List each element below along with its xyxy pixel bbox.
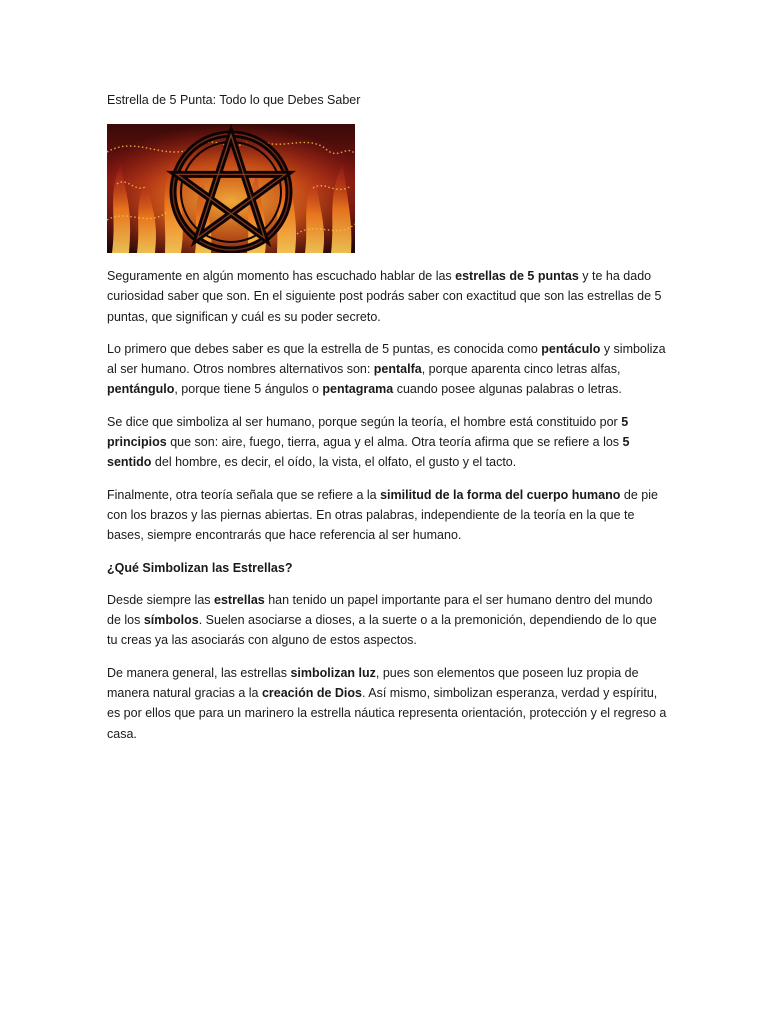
bold-term: estrellas (214, 592, 265, 607)
text-run: que son: aire, fuego, tierra, agua y el alma. Otra teoría afirma que se refiere a los (166, 435, 623, 450)
pentagram-flames-image (107, 124, 355, 253)
bold-term: pentalfa (373, 362, 422, 377)
bold-term: símbolos (143, 613, 199, 628)
section-heading: ¿Qué Simbolizan las Estrellas? (107, 560, 293, 575)
paragraph (107, 485, 667, 546)
text-run: , porque aparenta cinco letras alfas, (421, 362, 621, 377)
text-run: Lo primero que debes saber es que la estrella de 5 puntas, es conocida como (107, 341, 542, 356)
text-run: , porque tiene 5 ángulos o (174, 382, 323, 397)
text-run: y simboliza al ser humano. Otros nombres alternativos son: (107, 341, 666, 377)
text-run: del hombre, es decir, el oído, la vista, el olfato, el gusto y el tacto. (151, 455, 517, 470)
bold-term: 5 principios (107, 414, 629, 450)
bold-term: pentagrama (322, 382, 394, 397)
text-run: cuando posee algunas palabras o letras. (393, 382, 622, 397)
text-run: . Así mismo, simbolizan esperanza, verdad y espíritu, es por ellos que para un marinero la estrella náutica representa orientación, protección y el regreso a casa. (107, 686, 667, 741)
pentagram-image-graphic (107, 124, 355, 253)
text-run: han tenido un papel importante para el ser humano dentro del mundo de los (107, 592, 653, 628)
bold-term: 5 sentido (107, 435, 630, 470)
text-run: de pie con los brazos y las piernas abiertas. En otras palabras, independiente de la teoría en la que te bases, siempre encontrarás que hace referencia al ser humano. (107, 487, 658, 543)
bold-term: estrellas de 5 puntas (455, 269, 579, 283)
paragraph (107, 266, 667, 327)
paragraph (107, 412, 667, 473)
text-run: , pues son elementos que poseen luz propia de manera natural gracias a la (107, 665, 639, 701)
intro-paragraphs (107, 266, 667, 546)
text-run: De manera general, las estrellas (107, 665, 291, 680)
section-paragraphs (107, 590, 667, 744)
bold-term: pentáculo (541, 341, 601, 356)
text-run: Finalmente, otra teoría señala que se refiere a la (107, 487, 381, 502)
text-run: Desde siempre las (107, 592, 214, 607)
bold-term: creación de Dios (261, 686, 362, 701)
bold-term: similitud de la forma del cuerpo humano (380, 487, 621, 502)
text-run: . Suelen asociarse a dioses, a la suerte o a la premonición, dependiendo de lo que tu creas ya las asociarás con alguno de estos aspectos. (107, 613, 657, 648)
text-run: Seguramente en algún momento has escuchado hablar de las (107, 269, 456, 283)
document-title: Estrella de 5 Punta: Todo lo que Debes Saber (107, 93, 361, 107)
text-run: y te ha dado curiosidad saber que son. En el siguiente post podrás saber con exactitud que son las estrellas de 5 puntas, que significan y cuál es su poder secreto. (107, 269, 662, 324)
paragraph (107, 663, 667, 744)
bold-term: simbolizan luz (290, 665, 376, 680)
text-run: Se dice que simboliza al ser humano, porque según la teoría, el hombre está constituido por (107, 414, 622, 429)
paragraph (107, 339, 667, 400)
bold-term: pentángulo (107, 382, 175, 397)
article-body (107, 266, 667, 756)
paragraph (107, 590, 667, 651)
